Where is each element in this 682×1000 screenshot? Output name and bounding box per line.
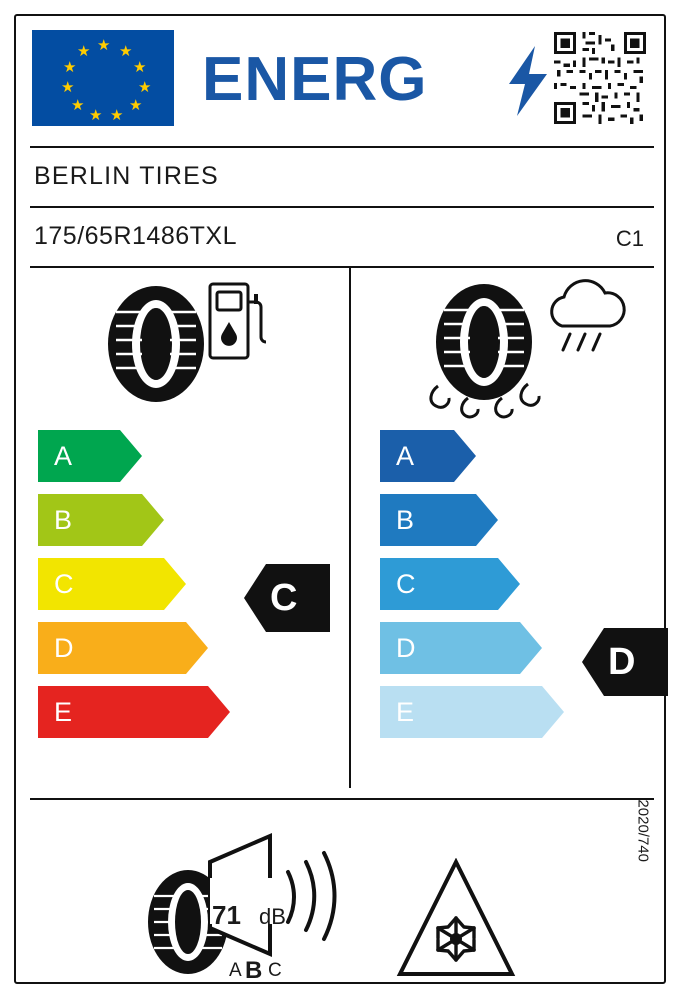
fuel-grade-D [38, 622, 248, 674]
noise-class-c: C [268, 960, 282, 981]
three-peak-mountain-snowflake-icon [394, 858, 518, 980]
fuel-grade-B [38, 494, 248, 546]
tyre-class-code: C1 [615, 226, 644, 251]
wet-rating-arrow [582, 628, 668, 696]
speaker-icon [192, 832, 360, 962]
wet-rating-value: D [608, 640, 636, 683]
tyre-size: 175/65R1486TXL [34, 222, 237, 250]
wet-grade-D-letter: D [396, 632, 416, 663]
lightning-bolt-icon [505, 46, 549, 116]
energy-wordmark: ENERG [202, 45, 428, 114]
wet-grade-E-letter: E [396, 696, 415, 727]
wet-grade-C-letter: C [396, 568, 416, 599]
fuel-grade-C-letter: C [54, 568, 74, 599]
panel-divider [349, 268, 351, 788]
wet-grade-column [380, 430, 580, 750]
fuel-grade-E-letter: E [54, 696, 73, 727]
fuel-grade-A-letter: A [54, 440, 73, 471]
fuel-grade-A [38, 430, 248, 482]
regulation-reference: 2020/740 [635, 799, 652, 862]
brand-name: BERLIN TIRES [34, 162, 219, 190]
tire-icon [100, 282, 212, 406]
qr-code [554, 32, 646, 124]
wet-grade-C [380, 558, 580, 610]
wet-grade-E [380, 686, 580, 738]
divider-size [30, 266, 654, 268]
divider-bottom [30, 798, 654, 800]
fuel-rating-arrow [244, 564, 330, 632]
label-header [16, 16, 664, 140]
fuel-grade-D-letter: D [54, 632, 74, 663]
fuel-grade-column [38, 430, 248, 750]
wet-grade-D [380, 622, 580, 674]
fuel-grade-E [38, 686, 248, 738]
wet-grade-B [380, 494, 580, 546]
rain-cloud-icon [540, 278, 632, 370]
fuel-grade-C [38, 558, 248, 610]
fuel-rating-value: C [270, 576, 298, 619]
wet-grade-A-letter: A [396, 440, 415, 471]
noise-value: 71 [212, 900, 241, 930]
divider-brand [30, 206, 654, 208]
wet-grade-A [380, 430, 580, 482]
fuel-grade-B-letter: B [54, 504, 73, 535]
noise-class-b: B [245, 957, 263, 984]
energy-label-card [14, 14, 666, 984]
tire-wet-icon [424, 282, 544, 422]
eu-flag: ★ ★ ★ ★ ★ ★ ★ ★ ★ ★ ★ [32, 30, 174, 126]
noise-class-a: A [229, 960, 242, 981]
wet-grade-B-letter: B [396, 504, 415, 535]
fuel-pump-icon [204, 278, 268, 364]
noise-unit: dB [259, 904, 286, 929]
divider-header [30, 146, 654, 148]
